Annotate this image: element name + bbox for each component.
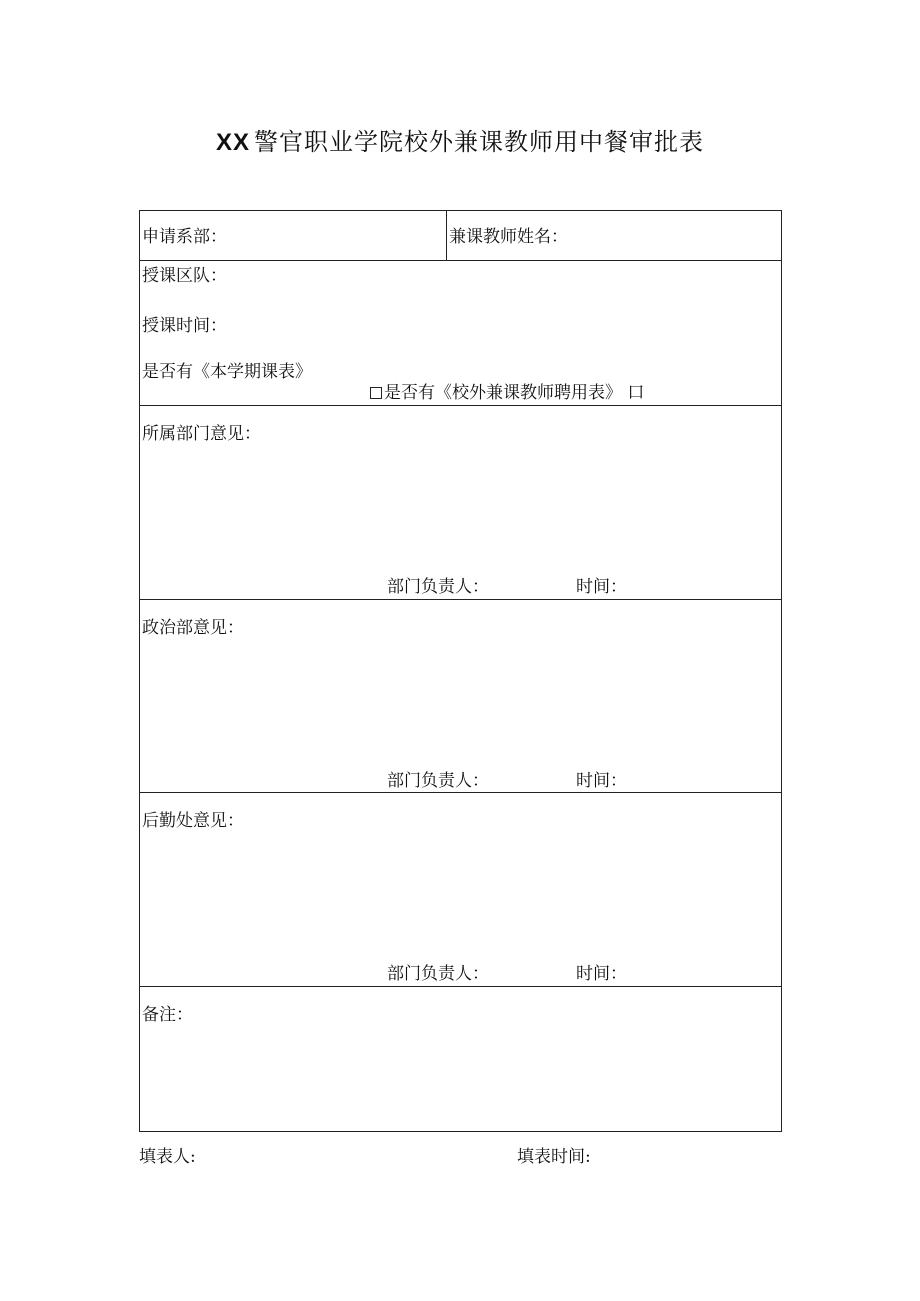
politics-opinion-head-label: 部门负责人： bbox=[387, 771, 489, 791]
dept-opinion-label: 所属部门意见： bbox=[142, 424, 261, 444]
dept-opinion-head-label: 部门负责人： bbox=[387, 577, 489, 597]
contract-question-line bbox=[368, 383, 644, 403]
teaching-time-label: 授课时间： bbox=[142, 316, 227, 336]
form-title-prefix: XX bbox=[215, 129, 250, 156]
row-line-4 bbox=[140, 792, 781, 793]
politics-opinion-label: 政治部意见： bbox=[142, 618, 244, 638]
dept-opinion-time-label: 时间： bbox=[576, 577, 627, 597]
teaching-unit-label: 授课区队： bbox=[142, 266, 227, 286]
contract-checkbox-mark[interactable]: 口 bbox=[627, 383, 645, 403]
department-label: 申请系部： bbox=[142, 227, 227, 247]
filler-label: 填表人: bbox=[139, 1147, 196, 1167]
contract-question-label: 是否有《校外兼课教师聘用表》 bbox=[384, 383, 622, 403]
fill-time-label: 填表时间: bbox=[517, 1147, 591, 1167]
logistics-opinion-head-label: 部门负责人： bbox=[387, 964, 489, 984]
form-title bbox=[0, 122, 920, 157]
logistics-opinion-label: 后勤处意见： bbox=[142, 811, 244, 831]
row-line-2 bbox=[140, 405, 781, 406]
row-line-1 bbox=[140, 260, 781, 261]
row-line-3 bbox=[140, 599, 781, 600]
remarks-label: 备注： bbox=[142, 1005, 193, 1025]
schedule-checkbox[interactable] bbox=[370, 387, 382, 399]
approval-form-table bbox=[139, 210, 782, 1132]
schedule-question-label: 是否有《本学期课表》 bbox=[142, 362, 312, 382]
logistics-opinion-time-label: 时间： bbox=[576, 964, 627, 984]
row1-divider bbox=[446, 211, 447, 260]
row-line-5 bbox=[140, 986, 781, 987]
teacher-name-label: 兼课教师姓名： bbox=[449, 227, 568, 247]
politics-opinion-time-label: 时间： bbox=[576, 771, 627, 791]
form-title-text: 警官职业学院校外兼课教师用中餐审批表 bbox=[254, 128, 704, 156]
